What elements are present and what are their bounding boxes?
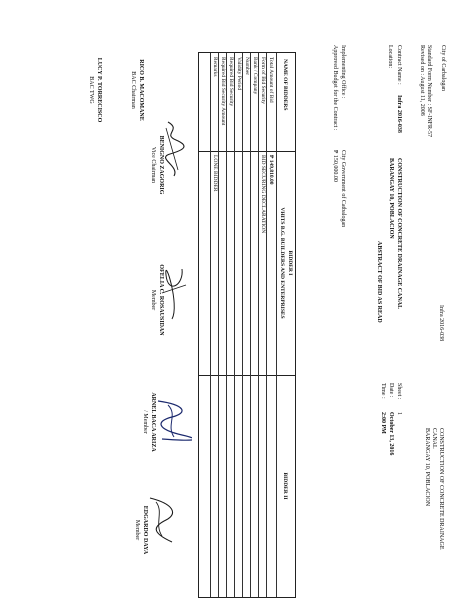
time-label: Time : [380, 383, 386, 399]
project-title-2: CANAL [431, 428, 437, 449]
revised-date: Revised on : August 11, 2008 [419, 45, 425, 116]
abc-label: Approved Budget for the Contract : [332, 45, 338, 131]
abc-value: ₱ 150,000.00 [332, 150, 338, 182]
implementing-office-label: Implementing Office : [340, 45, 346, 99]
location-label: Location: [387, 45, 393, 68]
signature-member-2 [152, 395, 192, 445]
sheet-value: 1 [396, 412, 402, 415]
row-label-total-amount: Total Amount of Bid [268, 57, 274, 103]
bidder-1-name: VHITS B.G. BUILDERS AND ENTERPRISES [279, 207, 285, 319]
contract-title-line1: CONSTRUCTION OF CONCRETE DRAINAGE CANAL [396, 158, 402, 310]
signatory-title-vice-chairman: Vice Chairman [150, 146, 156, 184]
row-label-number: Number [244, 57, 250, 76]
row-value-total-amount: ₱ 149,810.00 [268, 155, 274, 185]
signatory-name-member-1: OFELIA C. ROSAUSIDAN [158, 264, 164, 336]
row-label-security-amount: Required Bid Security Amount [220, 57, 226, 126]
signatory-name-twg: LUCY P. TORRECISCO [96, 57, 102, 123]
signatory-name-chairman: RICO B. MACOMANE [138, 59, 144, 121]
signature-member-3 [144, 490, 184, 550]
implementing-office-value: City Government of Catbalogan [340, 150, 346, 228]
date-label: Date : [388, 383, 394, 398]
sheet-label: Sheet : [396, 383, 402, 400]
contract-name-value: Infra 2016-038 [396, 95, 402, 133]
contract-title-line2: BARANGAY 10, POBLACION [388, 158, 394, 239]
row-label-bank: Bank / Company [252, 57, 258, 95]
signatory-name-vice-chairman: BENIGNO ZAGORIG [158, 135, 164, 195]
project-title-3: BARANGAY 10, POBLACION [424, 428, 430, 507]
abstract-title: ABSTRACT OF BID AS READ [376, 241, 382, 323]
signatory-title-member-3: Member [134, 519, 140, 541]
bidder-1-header: BIDDER I [287, 250, 293, 276]
bidder-2-header: BIDDER II [282, 472, 288, 500]
row-label-remarks: Remarks [212, 57, 218, 77]
project-ref: Infra 2016-038 [438, 305, 444, 342]
signatory-title-chairman: BAC Chairman [130, 71, 136, 109]
row-value-remarks: LONE BIDDER [212, 155, 218, 192]
bid-table [198, 52, 296, 598]
form-number: Standard Form Number : SF-INFR-57 [426, 45, 432, 137]
row-value-bid-security: BID SECURING DECLARATION [260, 155, 266, 234]
signatory-title-twg: BAC TWG [88, 76, 94, 104]
signatory-title-member-2: / Member [142, 410, 148, 434]
signatory-title-member-1: Member [150, 289, 156, 311]
row-label-bid-security: Form of Bid Security [260, 57, 266, 104]
date-value: October 13, 2016 [388, 412, 394, 456]
city-label: City of Carbalogan [440, 45, 446, 91]
row-label-required-security: Required Bid Security [228, 57, 234, 107]
contract-name-label: Contract Name : [396, 45, 402, 85]
time-value: 2:00 PM [380, 412, 386, 434]
signatory-name-member-3: EDGARDO DAYA [142, 505, 148, 555]
signature-member-1 [160, 265, 188, 325]
row-label-validity: Validity Period [236, 57, 242, 91]
name-of-bidders-header: NAME OF BIDDERS [282, 59, 288, 111]
project-title-1: CONSTRUCTION OF CONCRETE DRAINAGE [438, 428, 444, 550]
signatory-name-member-2: ARNEL BACA ARIZA [150, 392, 156, 452]
